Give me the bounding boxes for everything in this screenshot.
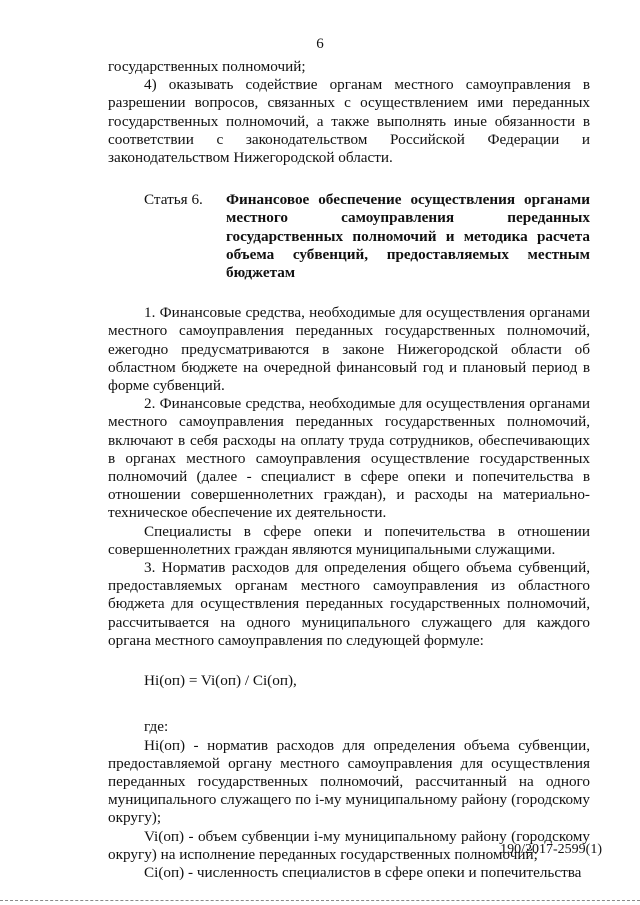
article-heading [108, 191, 590, 282]
definition-paragraph: Ci(оп) - численность специалистов в сфере опеки и попечительства [144, 863, 582, 881]
definition-paragraph: Hi(оп) - норматив расходов для определения объема субвенции, предоставляемой органу местного самоуправления для осуществления переданных государственных полномочий, рассчитанный на одного муниципального служащего по i-му муниципальному району (городскому округу); [108, 736, 590, 827]
paragraph: 2. Финансовые средства, необходимые для осуществления органами местного самоуправления переданных государственных полномочий, включают в себя расходы на оплату труда сотрудников, обеспечивающих в органах местного самоуправления осуществление государственных полномочий (далее - специалист в сфере опеки и попечительства в отношении совершеннолетних граждан), и расходы на материально-техническое обеспечение их деятельности. [108, 395, 590, 522]
article-title: Финансовое обеспечение осуществления органами местного самоуправления переданных государственных полномочий и методика расчета объема субвенций, предоставляемых местным бюджетам [226, 191, 590, 282]
definition-paragraph: Vi(оп) - объем субвенции i-му муниципальному району (городскому округу) на исполнение переданных государственных полномочий; [108, 827, 590, 863]
paragraph: 1. Финансовые средства, необходимые для осуществления органами местного самоуправления переданных государственных полномочий, ежегодно предусматриваются в законе Нижегородской области об областном бюджете на очередной финансовый год и плановый период в форме субвенций. [108, 304, 590, 395]
article-label: Статья 6. [144, 191, 203, 209]
paragraph: 4) оказывать содействие органам местного самоуправления в разрешении вопросов, связанных с осуществлением ими переданных государственных полномочий, а также выполнять иные обязанности в соответствии с законодательством Российской Федерации и законодательством Нижегородской области. [108, 76, 590, 167]
page-edge-line [0, 900, 640, 901]
paragraph: где: [144, 718, 169, 736]
paragraph: 3. Норматив расходов для определения общего объема субвенций, предоставляемых органам местного самоуправления из областного бюджета для осуществления переданных государственных полномочий, рассчитывается на одного муниципального служащего для каждого органа местного самоуправления по следующей формуле: [108, 559, 590, 649]
formula: Hi(оп) = Vi(оп) / Ci(оп), [144, 672, 297, 690]
paragraph: государственных полномочий; [108, 58, 306, 75]
document-code: 190/2017-2599(1) [500, 842, 602, 857]
page-number: 6 [316, 36, 324, 52]
paragraph: Специалисты в сфере опеки и попечительства в отношении совершеннолетних граждан являются муниципальными служащими. [108, 522, 590, 558]
document-body [108, 58, 590, 882]
